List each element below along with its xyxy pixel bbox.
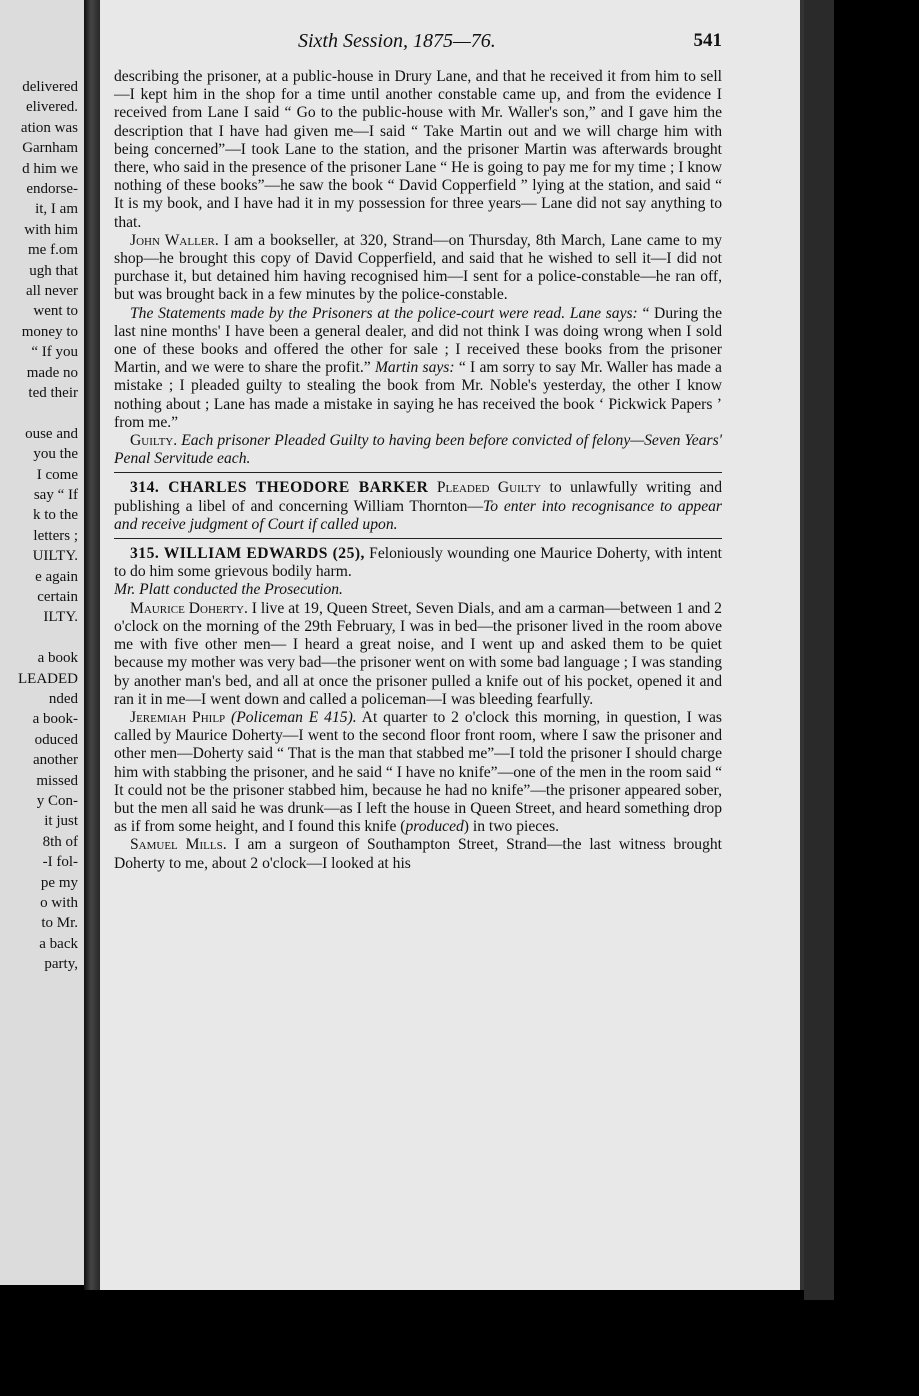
left-margin-line: to Mr. xyxy=(41,915,78,932)
left-margin-line: money to xyxy=(21,323,78,340)
left-margin-line: o with xyxy=(40,895,78,911)
left-margin-line: oduced xyxy=(34,731,78,748)
page-body xyxy=(114,68,722,873)
case-heading: 315. WILLIAM EDWARDS (25), xyxy=(130,545,365,563)
left-margin-line: endorse- xyxy=(26,181,78,197)
testimony-text: ) in two pieces. xyxy=(463,818,560,836)
left-margin-line: k to the xyxy=(33,507,78,524)
testimony-text: I live at 19, Queen Street, Seven Dials, and am a carman—between 1 and 2 o'clock on the morning of the 29th February, I was in bed—the prisoner lived in the room above me with five other men— I heard a great noise, and I went up and asked them to be quiet because my mother was very bad—the prisoner went on with some bad language ; I was standing by another man's bed, and all at once the prisoner pulled a knife out of his pocket, opened it and ran it in me—I went down and called a policeman—I was bleeding fearfully. xyxy=(114,599,722,708)
left-margin-line: another xyxy=(33,752,78,769)
case-text: to unlawfully writing and publishing a libel of and concerning William Thornton— xyxy=(114,479,723,515)
case-315 xyxy=(114,545,722,581)
running-head xyxy=(100,30,800,54)
left-margin-line: letters ; xyxy=(33,527,78,544)
left-margin-line: a book- xyxy=(32,711,78,728)
left-margin-line: elivered. xyxy=(25,99,78,116)
left-margin-line: a back xyxy=(39,935,78,952)
left-margin-line: nded xyxy=(48,691,78,707)
right-page xyxy=(100,0,804,1290)
case-heading: 314. CHARLES THEODORE BARKER xyxy=(130,479,429,497)
left-margin-line: “ If you xyxy=(31,344,78,361)
statement-text: “ During the last nine months' I have been a general dealer, and did not think I was doing wrong when I sold one of these books and offered the other for sale ; I received these books from the prisoner Martin, and we were to share the profit.” xyxy=(114,304,722,377)
witness-name: Jeremiah Philp xyxy=(130,708,226,726)
left-margin-line: ILTY. xyxy=(43,609,78,626)
statement-martin: Martin says: xyxy=(374,359,455,377)
left-margin-line: party, xyxy=(44,956,78,973)
left-margin-line: LEADED xyxy=(18,670,78,687)
left-page-fragment xyxy=(0,0,84,1285)
left-margin-line: it, I am xyxy=(35,201,78,218)
left-margin-line: made no xyxy=(26,364,78,381)
left-margin-line: ation was xyxy=(20,119,78,136)
left-margin-line: me f.om xyxy=(28,242,78,259)
left-margin-line: -I fol- xyxy=(42,854,78,871)
paragraph xyxy=(114,305,722,432)
paragraph xyxy=(114,600,722,709)
left-margin-line: it just xyxy=(44,813,78,830)
left-margin-line: pe my xyxy=(40,874,78,891)
witness-role: (Policeman E 415). xyxy=(225,708,357,726)
verdict xyxy=(114,432,722,468)
left-margin-line: UILTY. xyxy=(32,548,78,565)
page-number: 541 xyxy=(693,30,722,51)
testimony-text: I am a surgeon of Southampton Street, Strand—the last witness brought Doherty to me, about 2 o'clock—I looked at his xyxy=(114,836,722,872)
verdict-label: Guilty. xyxy=(130,432,178,450)
left-margin-line: all never xyxy=(25,283,78,299)
case-sentence: To enter into recognisance to appear and receive judgment of Court if called upon. xyxy=(114,497,722,533)
left-margin-line: Garnham xyxy=(22,140,78,157)
left-margin-line: you the xyxy=(33,446,78,463)
left-margin-line: ouse and xyxy=(25,425,78,442)
left-margin-line: certain xyxy=(37,589,78,605)
case-text: Feloniously wounding one Maurice Doherty, with intent to do him some grievous bodily harm. xyxy=(114,545,722,581)
case-314 xyxy=(114,479,722,534)
paragraph xyxy=(114,709,722,836)
section-rule xyxy=(114,472,722,473)
left-margin-line: with him xyxy=(24,221,78,238)
statement-lead: The Statements made by the Prisoners at the police-court were read. Lane says: xyxy=(130,304,638,322)
left-margin-line: say “ If xyxy=(33,487,78,503)
left-margin-line: e again xyxy=(35,568,78,585)
left-margin-line: I come xyxy=(36,466,78,483)
paragraph: describing the prisoner, at a public-house in Drury Lane, and that he received it from him to sell—I kept him in the shop for a time until another constable came up, and from the evidence I received from Lane I said “ Go to the public-house with Mr. Waller's son,” and I gave him the description that I have had given me—I said “ Take Martin out and we will charge him with being concerned”—I took Lane to the station, and the prisoner Martin was afterwards brought there, who said in the presence of the prisoner Lane “ He is going to pay me for my time ; I know nothing of these books”—he saw the book “ David Copperfield ” lying at the station, and said “ It is my book, and I have had it in my possession for three years— Lane did not say anything to that. xyxy=(114,68,722,231)
testimony-text: I am a bookseller, at 320, Strand—on Thursday, 8th March, Lane came to my shop—he brought this copy of David Copperfield, and said that he wished to sell it—I did not purchase it, but detained him having recognised him—I sent for a police-constable—he ran off, but was brought back in a few minutes by the police-constable. xyxy=(114,231,722,304)
produced-note: produced xyxy=(405,818,464,836)
left-margin-line: y Con- xyxy=(36,793,78,809)
left-margin-line: missed xyxy=(36,772,78,789)
prosecution-line: Mr. Platt conducted the Prosecution. xyxy=(114,581,343,599)
paragraph xyxy=(114,836,722,872)
section-rule xyxy=(114,538,722,539)
left-margin-line: 8th of xyxy=(42,833,78,850)
left-margin-line: d him we xyxy=(22,160,78,177)
left-margin-line: went to xyxy=(33,303,78,320)
witness-name: Samuel Mills. xyxy=(130,836,227,854)
statement-text: “ I am sorry to say Mr. Waller has made a mistake ; I pleaded guilty to stealing the book from Mr. Noble's yesterday, the other I know nothing about ; Lane has made a mistake in saying he has received the book ‘ Pickwick Papers ’ from me.” xyxy=(114,359,722,431)
left-margin-line: delivered xyxy=(22,79,78,95)
paragraph xyxy=(114,232,722,305)
left-margin-line: ted their xyxy=(28,385,78,401)
left-margin-line: a book xyxy=(37,650,78,667)
session-title: Sixth Session, 1875—76. xyxy=(298,30,496,52)
page-edge xyxy=(804,0,834,1300)
left-margin-line: ugh that xyxy=(29,262,78,279)
sentence-text: Each prisoner Pleaded Guilty to having been before convicted of felony—Seven Years' Penal Servitude each. xyxy=(114,432,722,468)
witness-name: Maurice Doherty. xyxy=(130,599,248,617)
plea-label: Pleaded Guilty xyxy=(428,479,542,497)
witness-name: John Waller. xyxy=(130,231,219,249)
testimony-text: At quarter to 2 o'clock this morning, in question, I was called by Maurice Doherty—I went to the second floor front room, where I saw the prisoner and other men—Doherty said “ That is the man that stabbed me”—I told the prisoner I should charge him with stabbing the prisoner, and he said “ I have no knife”—one of the men in the room said “ It could not be the prisoner stabbed him, because he had no knife”—the prisoner appeared sober, but the men all said he was drunk—as I left the house in Queen Street, and heard something drop as if from some height, and I found this knife ( xyxy=(114,708,722,836)
